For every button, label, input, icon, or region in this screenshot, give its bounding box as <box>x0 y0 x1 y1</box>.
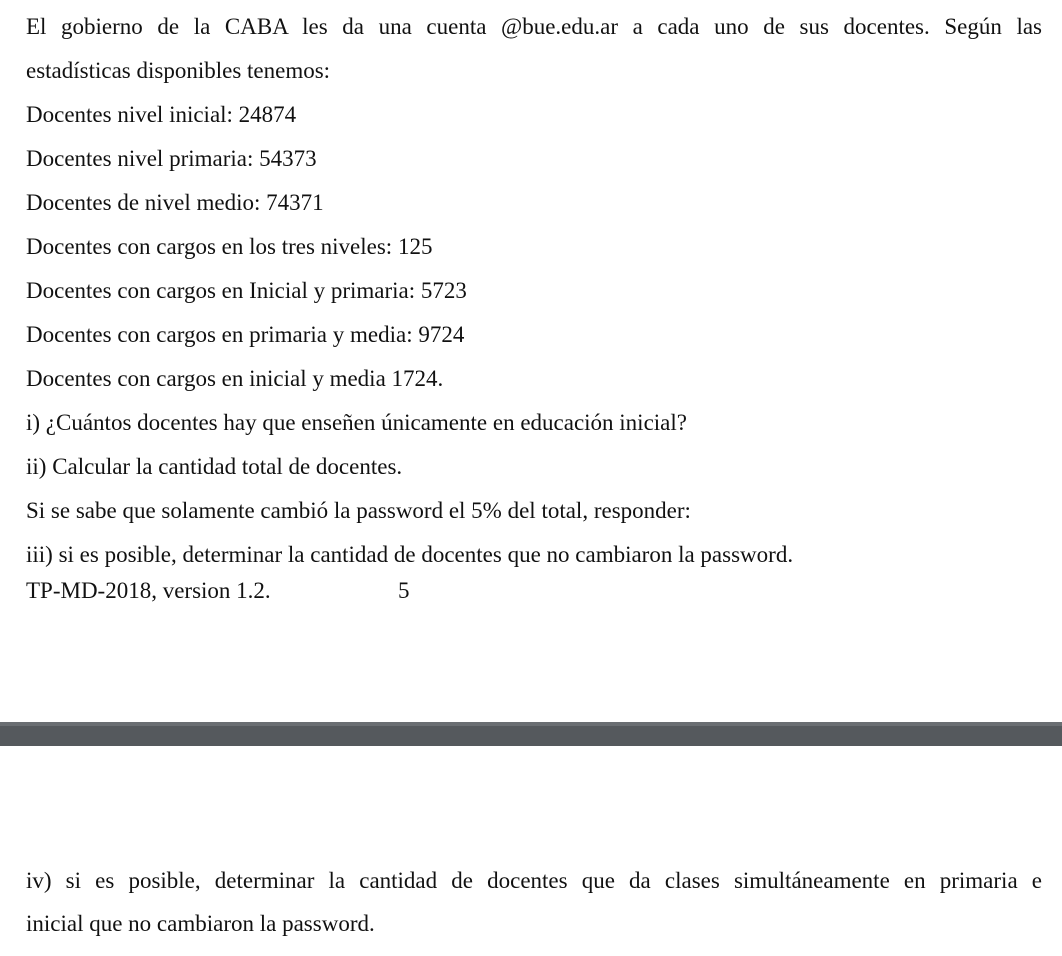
page-break-divider <box>0 722 1062 746</box>
question-iii: iii) si es posible, determinar la cantidad de docentes que no cambiaron la password. <box>26 542 794 567</box>
question-iv-line-1: iv) si es posible, determinar la cantidad de docentes que da clases simultáneamente en primaria e <box>26 868 1042 893</box>
stat-inicial-primaria: Docentes con cargos en Inicial y primaria: 5723 <box>26 278 467 303</box>
stat-primaria: Docentes nivel primaria: 54373 <box>26 146 317 171</box>
intro-line-1: El gobierno de la CABA les da una cuenta @bue.edu.ar a cada uno de sus docentes. Según las <box>26 14 1042 39</box>
stat-inicial: Docentes nivel inicial: 24874 <box>26 102 297 127</box>
stat-primaria-media: Docentes con cargos en primaria y media: 9724 <box>26 322 465 347</box>
document-page-bottom <box>0 746 1062 956</box>
intro-line-2: estadísticas disponibles tenemos: <box>26 58 331 83</box>
question-i: i) ¿Cuántos docentes hay que enseñen únicamente en educación inicial? <box>26 410 687 435</box>
footer-doc-id: TP-MD-2018, version 1.2. <box>26 578 271 603</box>
stat-inicial-media: Docentes con cargos en inicial y media 1724. <box>26 366 444 391</box>
footer-page-number: 5 <box>398 578 410 603</box>
question-iv-line-2: inicial que no cambiaron la password. <box>26 911 375 936</box>
stat-tres-niveles: Docentes con cargos en los tres niveles: 125 <box>26 234 433 259</box>
stat-medio: Docentes de nivel medio: 74371 <box>26 190 324 215</box>
password-note: Si se sabe que solamente cambió la password el 5% del total, responder: <box>26 498 691 523</box>
page-break-edge <box>0 722 1062 726</box>
question-ii: ii) Calcular la cantidad total de docentes. <box>26 454 403 479</box>
